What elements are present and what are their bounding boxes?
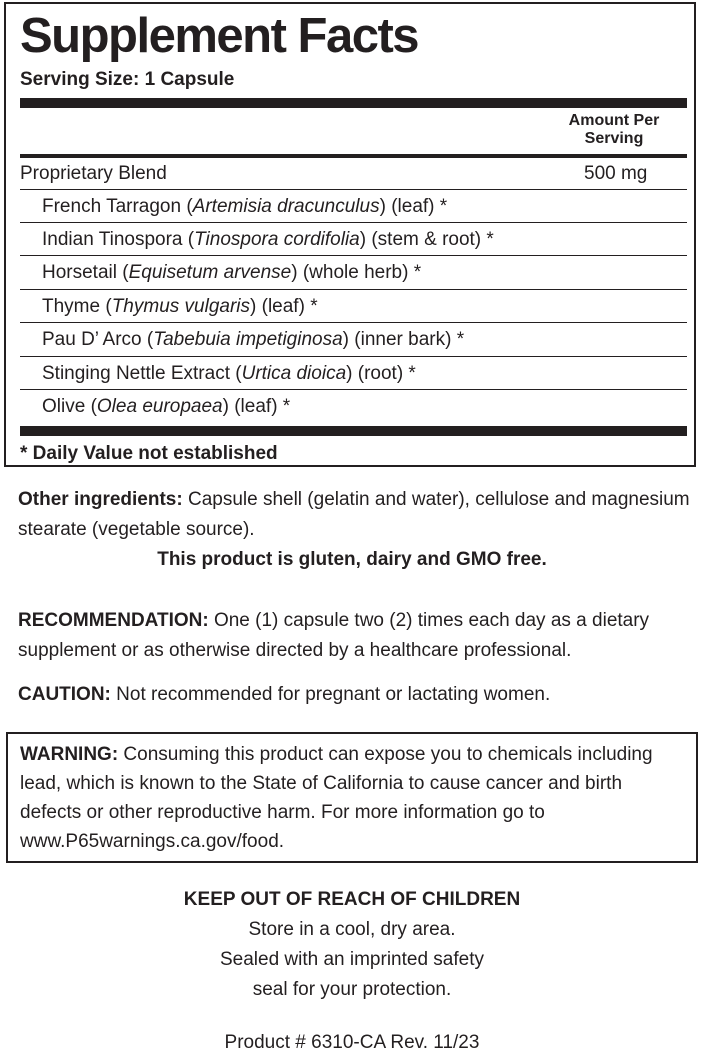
proprietary-blend-amount: 500 mg: [584, 163, 648, 184]
daily-value-note: * Daily Value not established: [20, 443, 278, 464]
ingredient-row: [42, 328, 464, 352]
row-divider: [20, 356, 687, 357]
ingredient-latin-name: Tabebuia impetiginosa: [153, 329, 343, 350]
ingredient-part: ) (leaf) *: [379, 196, 448, 217]
medium-divider: [20, 154, 687, 158]
ingredient-latin-name: Tinospora cordifolia: [194, 229, 360, 250]
ingredient-name: French Tarragon (: [42, 196, 193, 217]
ingredient-name: Olive (: [42, 396, 97, 417]
warning-label: WARNING:: [20, 744, 119, 765]
recommendation-line2: supplement or as otherwise directed by a healthcare professional.: [18, 640, 572, 661]
ingredient-part: ) (stem & root) *: [359, 229, 494, 250]
warning-text: [20, 740, 680, 856]
ingredient-row: [42, 295, 318, 319]
ingredient-latin-name: Artemisia dracunculus: [192, 196, 380, 217]
product-number: Product # 6310-CA Rev. 11/23: [224, 1032, 480, 1053]
prop65-warning-box: [6, 732, 698, 863]
ingredient-latin-name: Urtica dioica: [241, 363, 347, 384]
recommendation-label: RECOMMENDATION:: [18, 610, 209, 631]
warning-line3: defects or other reproductive harm. For more information go to: [20, 802, 545, 823]
row-divider: [20, 322, 687, 323]
row-divider: [20, 289, 687, 290]
serving-size: Serving Size: 1 Capsule: [20, 69, 235, 90]
free-from-statement: This product is gluten, dairy and GMO free.: [157, 549, 547, 570]
panel-title: Supplement Facts: [20, 9, 419, 63]
proprietary-blend-label: Proprietary Blend: [20, 163, 167, 184]
other-ingredients: [18, 485, 690, 545]
ingredient-name: Horsetail (: [42, 262, 129, 283]
ingredient-row: [42, 395, 290, 419]
other-ingredients-line2: stearate (vegetable source).: [18, 519, 255, 540]
thick-divider: [20, 426, 687, 436]
ingredient-latin-name: Equisetum arvense: [128, 262, 292, 283]
ingredient-name: Pau D’ Arco (: [42, 329, 154, 350]
ingredient-part: ) (leaf) *: [250, 296, 318, 317]
ingredient-name: Indian Tinospora (: [42, 229, 195, 250]
warning-line2: lead, which is known to the State of California to cause cancer and birth: [20, 773, 623, 794]
thick-divider: [20, 98, 687, 108]
ingredient-row: [42, 228, 494, 252]
recommendation-line1: [18, 606, 649, 636]
amount-header-line1: Amount Per: [568, 112, 660, 129]
storage-line3: seal for your protection.: [252, 979, 452, 1000]
ingredient-name: Thyme (: [42, 296, 112, 317]
row-divider: [20, 189, 687, 190]
caution-text: Not recommended for pregnant or lactating women.: [110, 684, 551, 705]
recommendation: [18, 606, 649, 666]
warning-line1-text: Consuming this product can expose you to chemicals including: [118, 744, 653, 765]
keep-out-of-reach-heading: KEEP OUT OF REACH OF CHILDREN: [183, 889, 521, 910]
ingredient-row: [42, 261, 421, 285]
ingredient-name: Stinging Nettle Extract (: [42, 363, 242, 384]
ingredient-part: ) (whole herb) *: [291, 262, 422, 283]
other-ingredients-text: Capsule shell (gelatin and water), cellulose and magnesium: [182, 489, 690, 510]
warning-line1: [20, 740, 680, 769]
row-divider: [20, 255, 687, 256]
other-ingredients-line1: [18, 485, 690, 515]
caution-label: CAUTION:: [18, 684, 111, 705]
ingredient-latin-name: Olea europaea: [96, 396, 223, 417]
row-divider: [20, 222, 687, 223]
supplement-facts-panel: [4, 2, 696, 467]
storage-block: [0, 885, 704, 1005]
ingredient-part: ) (leaf) *: [222, 396, 291, 417]
other-ingredients-label: Other ingredients:: [18, 489, 183, 510]
row-divider: [20, 389, 687, 390]
ingredient-part: ) (inner bark) *: [342, 329, 465, 350]
amount-per-serving-header: [554, 112, 674, 148]
recommendation-text: One (1) capsule two (2) times each day as a dietary: [208, 610, 650, 631]
ingredient-row: [42, 195, 447, 219]
storage-line2: Sealed with an imprinted safety: [219, 949, 485, 970]
ingredient-latin-name: Thymus vulgaris: [111, 296, 251, 317]
ingredient-part: ) (root) *: [346, 363, 416, 384]
caution: [18, 680, 550, 710]
storage-line1: Store in a cool, dry area.: [248, 919, 456, 940]
warning-line4: www.P65warnings.ca.gov/food.: [20, 831, 285, 852]
ingredient-row: [42, 362, 416, 386]
amount-header-line2: Serving: [584, 130, 644, 147]
